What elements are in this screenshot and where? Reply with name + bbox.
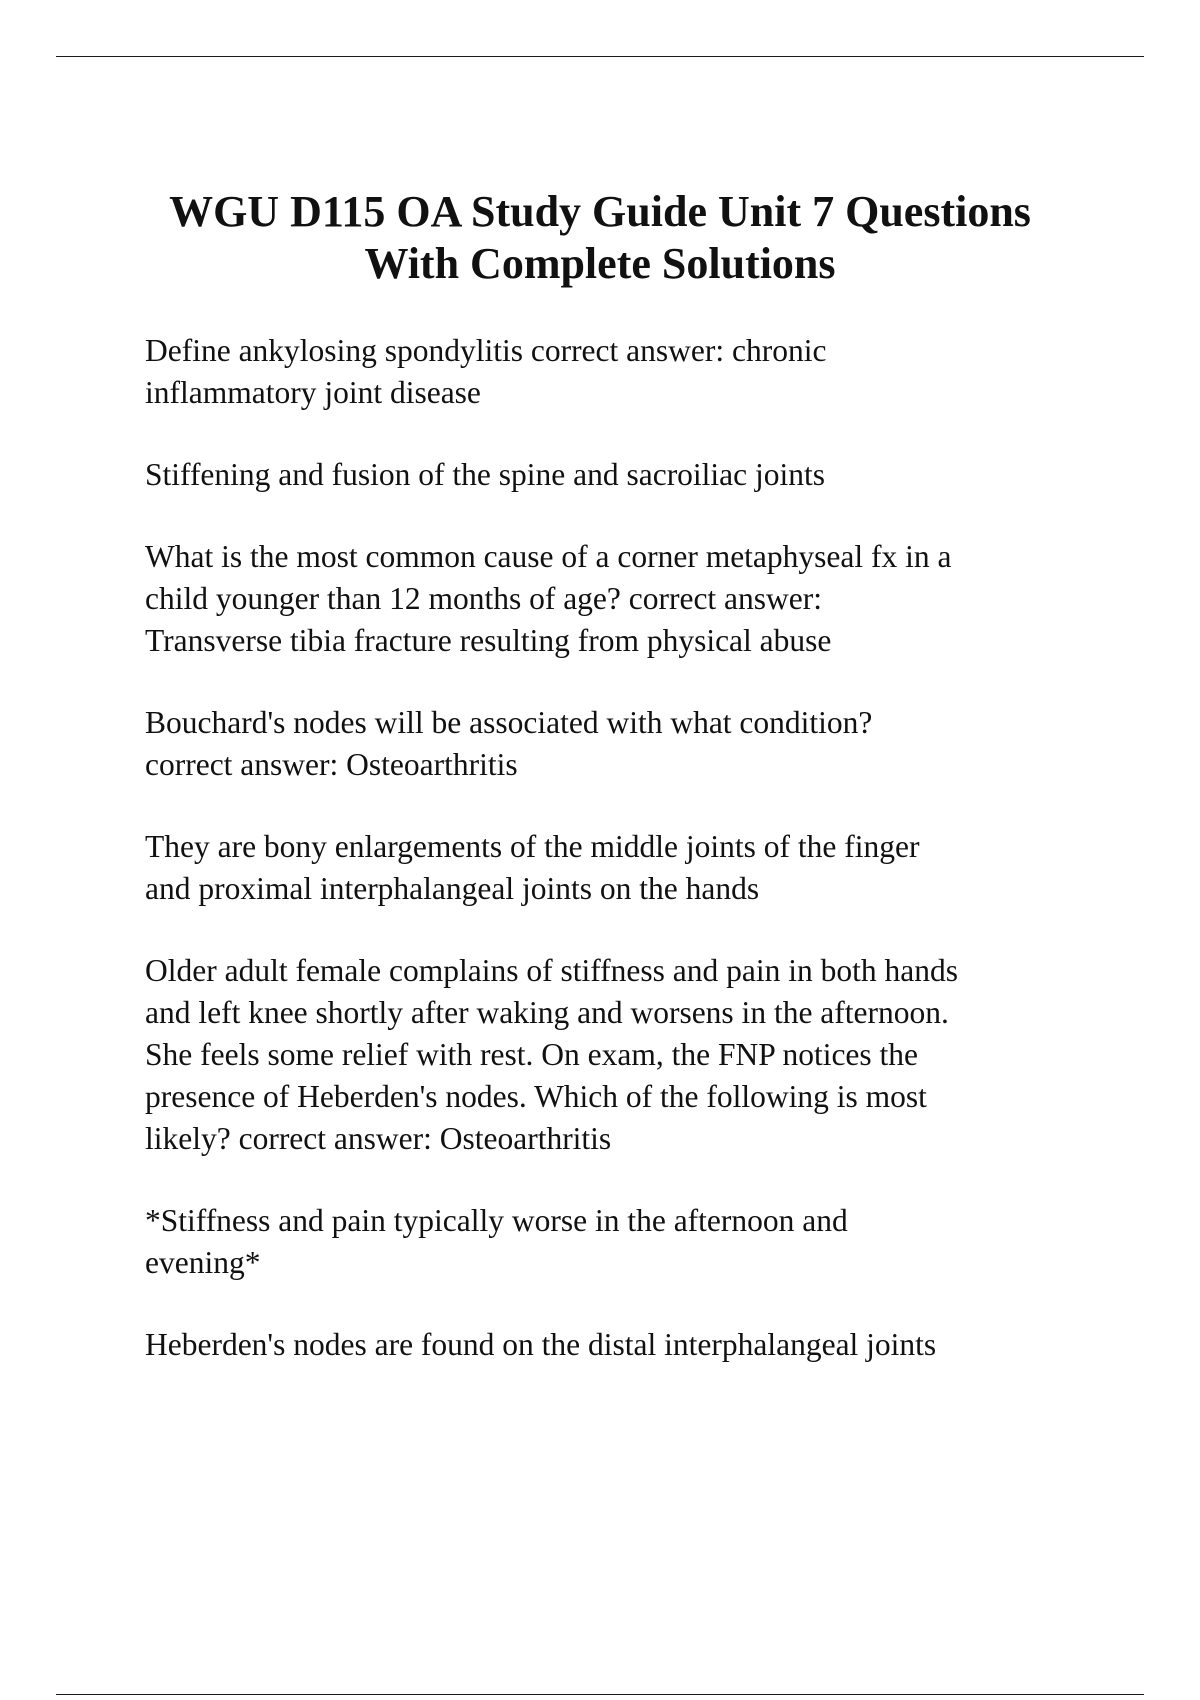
text-line: She feels some relief with rest. On exam, the FNP notices the	[145, 1037, 919, 1072]
text-line: Bouchard's nodes will be associated with what condition?	[145, 705, 873, 740]
paragraph-bouchards-nodes	[145, 702, 1105, 786]
paragraph-bony-enlargements	[145, 826, 1105, 910]
text-line: evening*	[145, 1245, 261, 1280]
text-line: child younger than 12 months of age? correct answer:	[145, 581, 823, 616]
text-line: inflammatory joint disease	[145, 375, 481, 410]
paragraph-older-adult-female	[145, 950, 1105, 1160]
title-line-2: With Complete Solutions	[364, 239, 836, 288]
text-line: Older adult female complains of stiffness and pain in both hands	[145, 953, 958, 988]
document-body	[145, 330, 1105, 1406]
text-line: Stiffening and fusion of the spine and sacroiliac joints	[145, 457, 826, 492]
text-line: and left knee shortly after waking and worsens in the afternoon.	[145, 995, 949, 1030]
text-line: likely? correct answer: Osteoarthritis	[145, 1121, 612, 1156]
text-line: Heberden's nodes are found on the distal interphalangeal joints	[145, 1327, 937, 1362]
text-line: Define ankylosing spondylitis correct answer: chronic	[145, 333, 827, 368]
bottom-divider	[56, 1694, 1144, 1695]
page-title	[100, 186, 1100, 290]
text-line: What is the most common cause of a corner metaphyseal fx in a	[145, 539, 952, 574]
paragraph-ankylosing-spondylitis	[145, 330, 1105, 414]
text-line: They are bony enlargements of the middle joints of the finger	[145, 829, 920, 864]
paragraph-heberdens-nodes	[145, 1324, 1105, 1366]
text-line: and proximal interphalangeal joints on the hands	[145, 871, 760, 906]
text-line: correct answer: Osteoarthritis	[145, 747, 518, 782]
paragraph-stiffening-fusion	[145, 454, 1105, 496]
text-line: *Stiffness and pain typically worse in the afternoon and	[145, 1203, 848, 1238]
title-line-1: WGU D115 OA Study Guide Unit 7 Questions	[169, 187, 1031, 236]
top-divider	[56, 56, 1144, 57]
text-line: presence of Heberden's nodes. Which of the following is most	[145, 1079, 927, 1114]
text-line: Transverse tibia fracture resulting from physical abuse	[145, 623, 832, 658]
paragraph-metaphyseal-fx	[145, 536, 1105, 662]
paragraph-stiffness-note	[145, 1200, 1105, 1284]
